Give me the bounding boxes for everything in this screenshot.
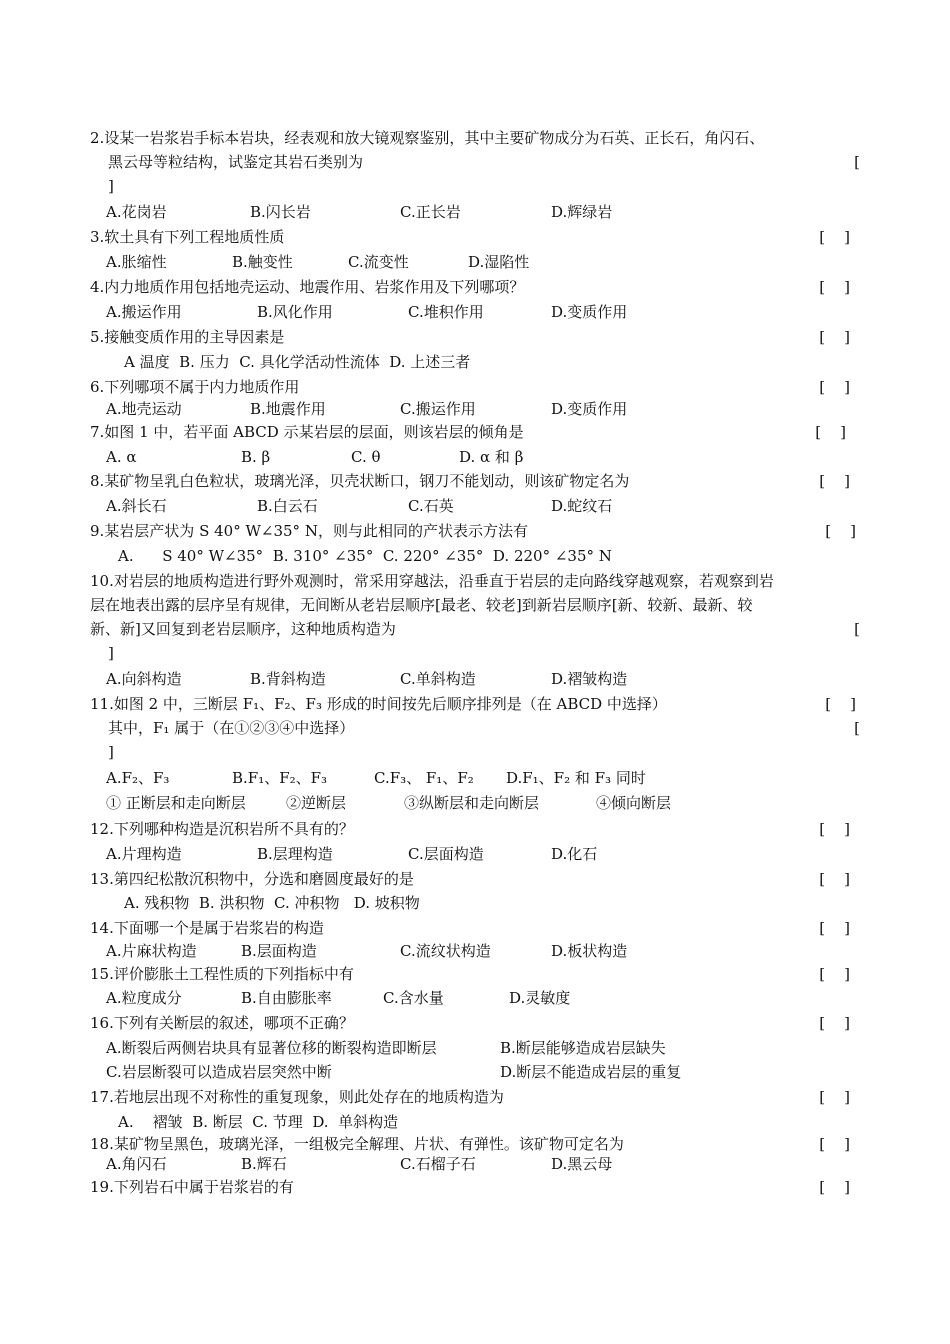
option-b: B.自由膨胀率: [241, 989, 332, 1007]
option-d: D.断层不能造成岩层的重复: [500, 1063, 682, 1081]
question-14: [90, 916, 860, 940]
question-stem: 黑云母等粒结构，试鉴定其岩石类别为: [108, 153, 364, 171]
option-a: A.地壳运动: [106, 400, 182, 418]
option-c: C.流变性: [348, 253, 409, 271]
option-b: B.触变性: [232, 253, 293, 271]
option-b: B.闪长岩: [250, 203, 311, 221]
option-d: D.辉绿岩: [551, 203, 613, 221]
option-c: C. θ: [351, 448, 381, 466]
question-stem: 9.某岩层产状为 S 40° W∠35° N，则与此相同的产状表示方法有: [90, 522, 528, 540]
option-b: B.F₁、F₂、F₃: [232, 769, 328, 787]
question-8: [90, 469, 860, 493]
option-b: B.地震作用: [250, 400, 326, 418]
answer-bracket: [ ]: [819, 1135, 850, 1153]
option-c: C.堆积作用: [408, 303, 484, 321]
option-b: B.层理构造: [257, 845, 333, 863]
question-stem: 14.下面哪一个是属于岩浆岩的构造: [90, 919, 324, 937]
options-line: A 温度 B. 压力 C. 具化学活动性流体 D. 上述三者: [124, 353, 471, 371]
question-stem: 19.下列岩石中属于岩浆岩的有: [90, 1178, 294, 1196]
question-stem: 6.下列哪项不属于内力地质作用: [90, 378, 300, 396]
question-5: [90, 325, 860, 349]
question-2: [90, 126, 860, 198]
option-a: A. α: [106, 448, 137, 466]
answer-bracket-close: ]: [108, 644, 114, 662]
answer-bracket: [ ]: [819, 820, 850, 838]
question-stem: 2.设某一岩浆岩手标本岩块，经表观和放大镜观察鉴别，其中主要矿物成分为石英、正长石，角闪石、: [90, 129, 765, 147]
option-d: D.F₁、F₂ 和 F₃ 同时: [506, 769, 646, 787]
question-stem: 8.某矿物呈乳白色粒状，玻璃光泽，贝壳状断口，钢刀不能划动，则该矿物定名为: [90, 472, 630, 490]
answer-bracket: [ ]: [819, 1014, 850, 1032]
answer-bracket: [ ]: [819, 278, 850, 296]
answer-bracket-open: [: [854, 719, 860, 737]
question-10: [90, 569, 860, 665]
option-b: B.断层能够造成岩层缺失: [500, 1039, 666, 1057]
question-7: [90, 420, 860, 444]
question-17: [90, 1085, 860, 1109]
answer-bracket-close: ]: [108, 743, 114, 761]
answer-bracket: [ ]: [819, 919, 850, 937]
answer-bracket-close: ]: [108, 177, 114, 195]
option-a: A.粒度成分: [106, 989, 182, 1007]
option-2: ②逆断层: [286, 794, 347, 812]
option-c: C.石英: [408, 497, 454, 515]
option-a: A.片麻状构造: [106, 942, 197, 960]
option-d: D.褶皱构造: [551, 670, 628, 688]
question-stem: 15.评价膨胀土工程性质的下列指标中有: [90, 965, 354, 983]
answer-bracket: [ ]: [819, 472, 850, 490]
option-c: C.正长岩: [400, 203, 461, 221]
question-6: [90, 375, 860, 399]
answer-bracket: [ ]: [815, 423, 846, 441]
option-d: D.板状构造: [551, 942, 628, 960]
option-d: D.灵敏度: [509, 989, 571, 1007]
answer-bracket-open: [: [854, 620, 860, 638]
option-1: ① 正断层和走向断层: [106, 794, 246, 812]
option-d: D.化石: [551, 845, 598, 863]
option-b: B. β: [241, 448, 271, 466]
answer-bracket: [ ]: [819, 378, 850, 396]
option-c: C.流纹状构造: [400, 942, 491, 960]
question-stem: 13.第四纪松散沉积物中，分选和磨圆度最好的是: [90, 870, 414, 888]
question-stem: 17.若地层出现不对称性的重复现象，则此处存在的地质构造为: [90, 1088, 504, 1106]
question-stem: 4.内力地质作用包括地壳运动、地震作用、岩浆作用及下列哪项？: [90, 278, 525, 296]
question-3: [90, 225, 860, 249]
option-b: B.白云石: [257, 497, 318, 515]
option-a: A.F₂、F₃: [106, 769, 170, 787]
question-stem: 7.如图 1 中，若平面 ABCD 示某岩层的层面，则该岩层的倾角是: [90, 423, 524, 441]
question-stem: 10.对岩层的地质构造进行野外观测时，常采用穿越法，沿垂直于岩层的走向路线穿越观察，若观察到岩: [90, 572, 774, 590]
question-4: [90, 275, 860, 299]
option-c: C.层面构造: [408, 845, 484, 863]
answer-bracket: [ ]: [825, 522, 856, 540]
answer-bracket: [ ]: [819, 228, 850, 246]
options-line: A. 残积物 B. 洪积物 C. 冲积物 D. 坡积物: [124, 894, 420, 912]
option-d: D.黑云母: [551, 1155, 613, 1173]
question-stem: 16.下列有关断层的叙述，哪项不正确？: [90, 1014, 354, 1032]
option-c: C.岩层断裂可以造成岩层突然中断: [106, 1063, 332, 1081]
options-line: A. S 40° W∠35° B. 310° ∠35° C. 220° ∠35° D. 220° ∠35° N: [118, 547, 612, 565]
option-a: A.角闪石: [106, 1155, 167, 1173]
options-line: A. 褶皱 B. 断层 C. 节理 D. 单斜构造: [118, 1113, 399, 1131]
option-c: C.搬运作用: [400, 400, 476, 418]
option-d: D.变质作用: [551, 400, 628, 418]
option-a: A.向斜构造: [106, 670, 182, 688]
option-c: C.F₃、 F₁、F₂: [374, 769, 474, 787]
answer-bracket: [ ]: [819, 965, 850, 983]
question-stem: 5.接触变质作用的主导因素是: [90, 328, 285, 346]
option-a: A.片理构造: [106, 845, 182, 863]
option-d: D. α 和 β: [459, 448, 524, 466]
option-d: D.蛇纹石: [551, 497, 613, 515]
question-stem: 18.某矿物呈黑色，玻璃光泽，一组极完全解理、片状、有弹性。该矿物可定名为: [90, 1135, 624, 1153]
answer-bracket-open: [: [854, 153, 860, 171]
option-a: A.花岗岩: [106, 203, 167, 221]
option-d: D.湿陷性: [468, 253, 530, 271]
question-stem: 12.下列哪种构造是沉积岩所不具有的？: [90, 820, 354, 838]
option-b: B.背斜构造: [250, 670, 326, 688]
question-stem: 新、新]又回复到老岩层顺序，这种地质构造为: [90, 620, 396, 638]
option-b: B.风化作用: [257, 303, 333, 321]
question-stem: 其中，F₁ 属于（在①②③④中选择）: [108, 719, 355, 737]
answer-bracket: [ ]: [819, 870, 850, 888]
option-a: A.斜长石: [106, 497, 167, 515]
question-13: [90, 867, 860, 891]
option-a: A.断裂后两侧岩块具有显著位移的断裂构造即断层: [106, 1039, 437, 1057]
option-a: A.胀缩性: [106, 253, 167, 271]
answer-bracket: [ ]: [819, 328, 850, 346]
option-4: ④倾向断层: [596, 794, 672, 812]
answer-bracket: [ ]: [825, 695, 856, 713]
option-3: ③纵断层和走向断层: [404, 794, 540, 812]
option-a: A.搬运作用: [106, 303, 182, 321]
question-stem: 3.软土具有下列工程地质性质: [90, 228, 285, 246]
answer-bracket: [ ]: [819, 1088, 850, 1106]
option-c: C.石榴子石: [400, 1155, 476, 1173]
answer-bracket: [ ]: [819, 1178, 850, 1196]
option-c: C.单斜构造: [400, 670, 476, 688]
question-16: [90, 1011, 860, 1035]
option-c: C.含水量: [383, 989, 444, 1007]
question-15: [90, 962, 860, 986]
question-11: [90, 692, 860, 764]
question-19: [90, 1175, 860, 1199]
question-stem: 层在地表出露的层序呈有规律，无间断从老岩层顺序[最老、较老]到新岩层顺序[新、较新、最新、较: [90, 596, 753, 614]
option-d: D.变质作用: [551, 303, 628, 321]
question-stem: 11.如图 2 中，三断层 F₁、F₂、F₃ 形成的时间按先后顺序排列是（在 ABCD 中选择）: [90, 695, 667, 713]
question-9: [90, 519, 860, 543]
option-b: B.辉石: [241, 1155, 287, 1173]
question-12: [90, 817, 860, 841]
option-b: B.层面构造: [241, 942, 317, 960]
